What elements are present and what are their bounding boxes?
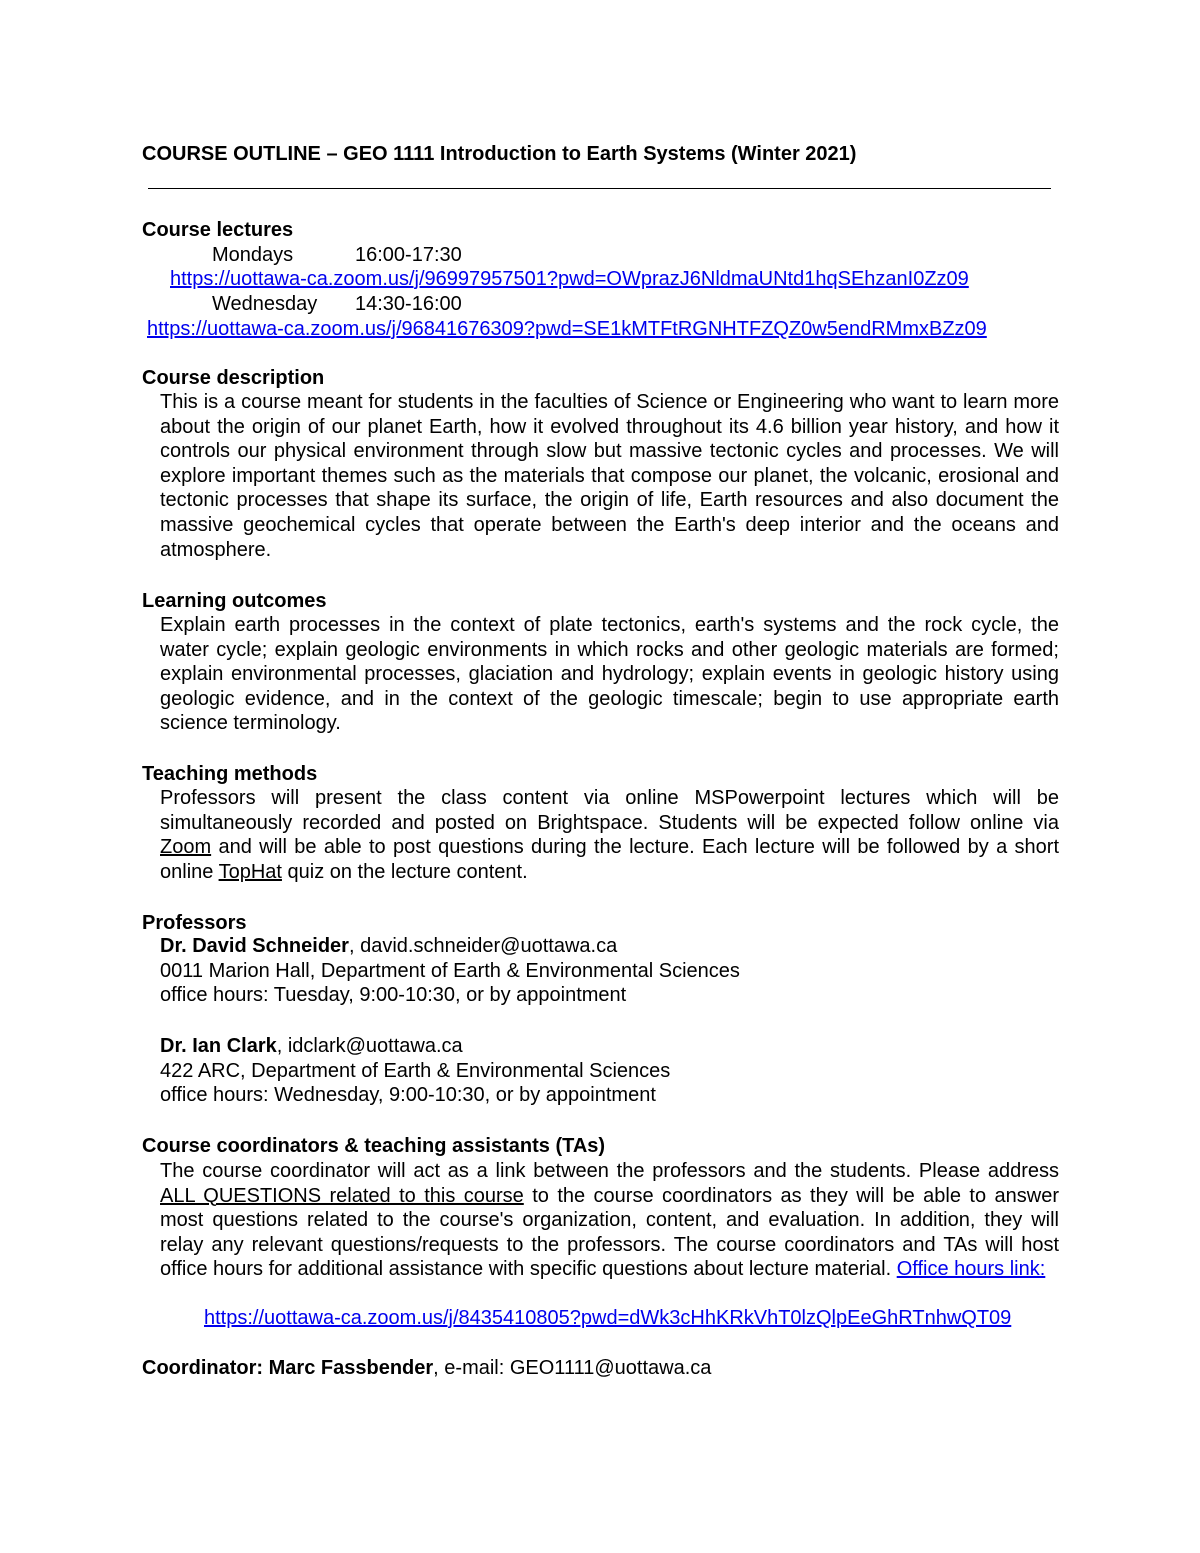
zoom-link-wednesday[interactable]: https://uottawa-ca.zoom.us/j/96841676309?pwd=SE1kMTFtRGNHTFZQZ0w5endRMmxBZz09 [147, 318, 987, 340]
professor-hours: office hours: Wednesday, 9:00-10:30, or by appointment [160, 1084, 656, 1107]
lectures-heading: Course lectures [142, 219, 294, 241]
professor-schneider [160, 934, 740, 1008]
lecture-day-monday: Mondays [212, 244, 294, 266]
coordinators-text-part: The course coordinator will act as a link between the professors and the students. Please address [160, 1160, 1059, 1182]
office-hours-link[interactable]: Office hours link: [896, 1258, 1046, 1281]
professor-office: 422 ARC, Department of Earth & Environmental Sciences [160, 1059, 671, 1082]
teaching-text-part: quiz on the lecture content. [281, 860, 528, 883]
coordinators-heading: Course coordinators & teaching assistants (TAs) [142, 1135, 606, 1157]
zoom-link[interactable]: Zoom [160, 836, 212, 859]
lecture-time-monday: 16:00-17:30 [355, 244, 462, 266]
description-heading: Course description [142, 367, 325, 389]
all-questions-emphasis: ALL QUESTIONS related to this course [160, 1184, 524, 1207]
teaching-text [160, 786, 1059, 884]
zoom-link-monday[interactable]: https://uottawa-ca.zoom.us/j/96997957501?pwd=OWprazJ6NldmaUNtd1hqSEhzanI0Zz09 [170, 268, 969, 290]
coordinators-text-part: to the course coordinators as they will be able to answer most questions related to the course's organization, content, and evaluation. In addition, they will relay any relevant questions/requests to the professors. The course coordinators and TAs will host office hours for additional assistance with specific questions about lecture material. [160, 1184, 1059, 1281]
page-title: COURSE OUTLINE – GEO 1111 Introduction to Earth Systems (Winter 2021) [142, 143, 857, 165]
coordinators-text [160, 1159, 1059, 1282]
title-divider [148, 188, 1051, 189]
professor-email: , david.schneider@uottawa.ca [348, 935, 618, 957]
lecture-day-wednesday: Wednesday [212, 293, 318, 315]
lecture-time-wednesday: 14:30-16:00 [355, 293, 462, 315]
professor-name: Dr. David Schneider [160, 935, 349, 957]
teaching-text-part: Professors will present the class content via online MSPowerpoint lectures which will be simultaneously recorded and posted on Brightspace. Students will be expected follow online via [160, 787, 1059, 834]
office-hours-zoom-url[interactable]: https://uottawa-ca.zoom.us/j/8435410805?pwd=dWk3cHhKRkVhT0lzQlpEeGhRTnhwQT09 [204, 1307, 1012, 1329]
teaching-text-part: and will be able to post questions during the lecture. Each lecture will be followed by a short online [160, 836, 1059, 883]
coordinator-line [142, 1357, 711, 1380]
professor-clark [160, 1034, 670, 1108]
coordinator-email: , e-mail: GEO1111@uottawa.ca [433, 1357, 712, 1379]
professor-hours: office hours: Tuesday, 9:00-10:30, or by appointment [160, 984, 627, 1007]
tophat-link[interactable]: TopHat [218, 860, 282, 883]
professor-email: , idclark@uottawa.ca [276, 1035, 463, 1057]
professor-name: Dr. Ian Clark [160, 1035, 277, 1057]
teaching-heading: Teaching methods [142, 763, 318, 785]
professor-office: 0011 Marion Hall, Department of Earth & Environmental Sciences [160, 959, 740, 982]
coordinator-label: Coordinator: Marc Fassbender [142, 1357, 434, 1379]
outcomes-heading: Learning outcomes [142, 590, 327, 612]
outcomes-text: Explain earth processes in the context of plate tectonics, earth's systems and the rock cycle, the water cycle; explain geologic environments in which rocks and other geologic materials are formed; explain environmental processes, glaciation and hydrology; explain events in geologic history using geologic evidence, and in the context of the geologic timescale; begin to use appropriate earth science terminology. [160, 614, 1059, 735]
professors-heading: Professors [142, 912, 247, 934]
description-text: This is a course meant for students in the faculties of Science or Engineering who want to learn more about the origin of our planet Earth, how it evolved throughout its 4.6 billion year history, and how it controls our physical environment through slow but massive tectonic cycles and processes. We will explore important themes such as the materials that compose our planet, the volcanic, erosional and tectonic processes that shape its surface, the origin of life, Earth resources and also document the massive geochemical cycles that operate between the Earth's deep interior and the oceans and atmosphere. [160, 391, 1059, 561]
